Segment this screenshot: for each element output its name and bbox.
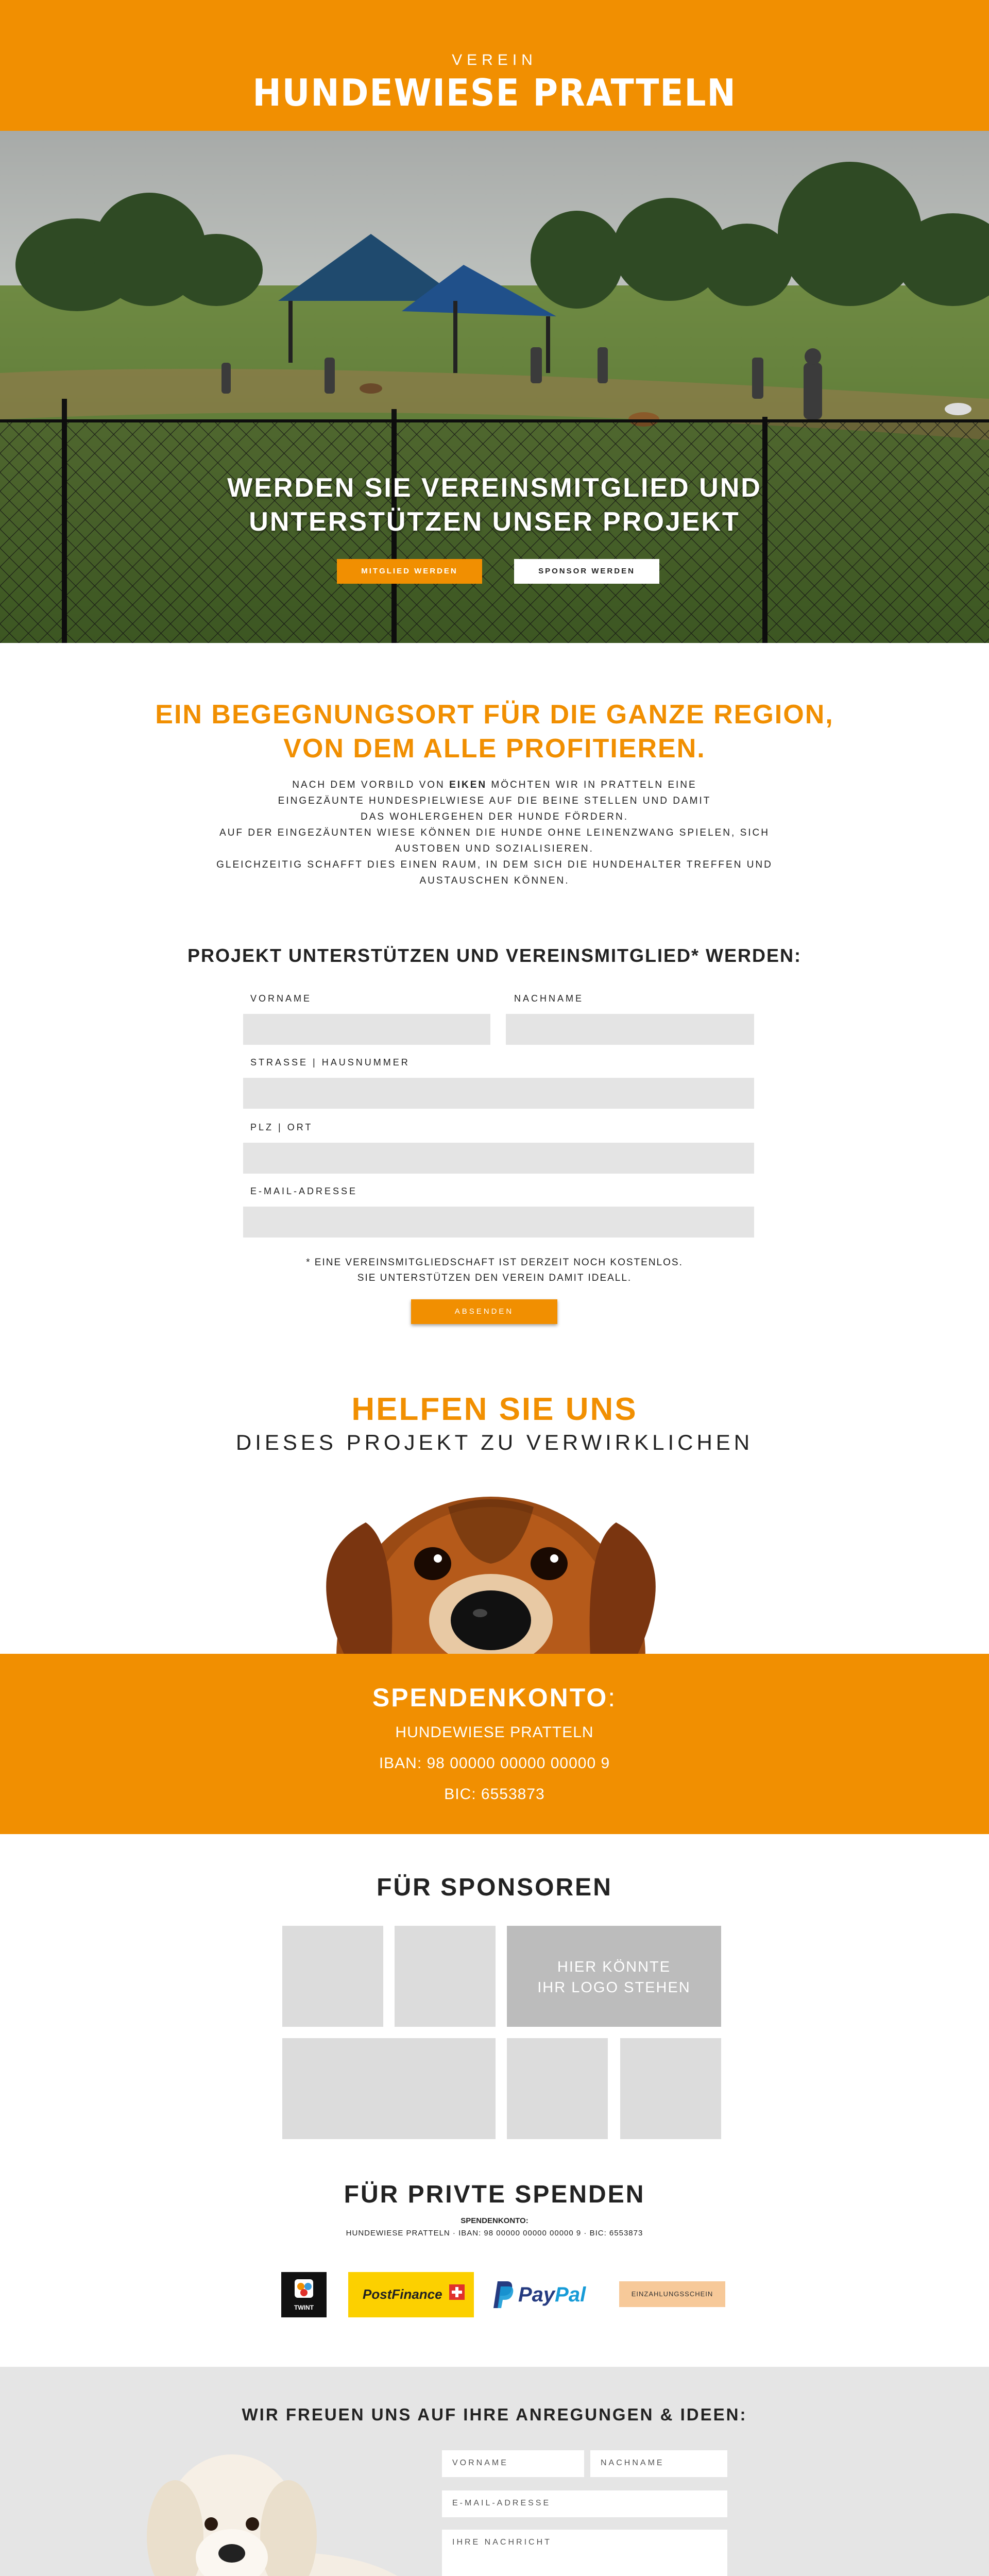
city-field[interactable]	[243, 1143, 754, 1174]
contact-message-field[interactable]: IHRE NACHRICHT	[442, 2530, 727, 2576]
dog-peek-image	[278, 1486, 704, 1654]
city-label: PLZ | ORT	[250, 1122, 313, 1132]
contact-last-name-field[interactable]: NACHNAME	[590, 2450, 727, 2477]
help-subtitle: DIESES PROJEKT ZU VERWIRKLICHEN	[235, 1430, 754, 1454]
intro-line-1-pre: NACH DEM VORBILD VON	[292, 779, 450, 790]
membership-note-line-1: * EINE VEREINSMITGLIEDSCHAFT IST DERZEIT NOCH KOSTENLOS.	[306, 1257, 683, 1268]
last-name-label: NACHNAME	[514, 993, 584, 1004]
donation-iban: IBAN: 98 00000 00000 00000 9	[379, 1755, 610, 1772]
einzahlungsschein-logo[interactable]: EINZAHLUNGSSCHEIN	[619, 2281, 725, 2307]
private-konto-details: HUNDEWIESE PRATTELN · IBAN: 98 00000 00000 00000 9 · BIC: 6553873	[346, 2229, 643, 2238]
header-kicker: VEREIN	[452, 52, 537, 69]
become-sponsor-button[interactable]: SPONSOR WERDEN	[514, 559, 659, 584]
site-header	[0, 0, 989, 131]
hero-title	[0, 471, 989, 539]
contact-title: WIR FREUEN UNS AUF IHRE ANREGUNGEN & IDEEN:	[242, 2405, 747, 2424]
last-name-field[interactable]	[506, 1014, 754, 1045]
intro-text	[155, 777, 834, 889]
donation-title-colon: :	[608, 1683, 617, 1712]
sponsor-featured-slot[interactable]	[507, 1926, 721, 2027]
membership-note	[0, 1255, 989, 1286]
sponsor-logo-slot	[282, 1926, 383, 2027]
postfinance-cross-icon	[449, 2284, 465, 2300]
sponsor-logo-slot	[282, 2038, 496, 2139]
intro-line-6: GLEICHZEITIG SCHAFFT DIES EINEN RAUM, IN DEM SICH DIE HUNDEHALTER TREFFEN UND	[216, 859, 773, 870]
paypal-pay-text: Pay	[518, 2283, 555, 2306]
intro-line-5: AUSTOBEN UND SOZIALISIEREN.	[395, 843, 594, 854]
puppy-image	[113, 2439, 443, 2576]
intro-line-3: DAS WOHLERGEHEN DER HUNDE FÖRDERN.	[360, 811, 629, 822]
street-label: STRASSE | HAUSNUMMER	[250, 1057, 410, 1067]
hero-title-line-2: UNTERSTÜTZEN UNSER PROJEKT	[249, 507, 740, 537]
sponsor-logo-slot	[395, 1926, 496, 2027]
donation-title-text: SPENDENKONTO	[372, 1683, 608, 1712]
private-donations-title: FÜR PRIVTE SPENDEN	[344, 2181, 645, 2208]
donation-account-banner	[0, 1654, 989, 1834]
contact-email-field[interactable]: E-MAIL-ADRESSE	[442, 2490, 727, 2517]
sponsor-logo-slot	[507, 2038, 608, 2139]
intro-line-2: EINGEZÄUNTE HUNDESPIELWIESE AUF DIE BEINE STELLEN UND DAMIT	[278, 795, 711, 806]
donation-title	[0, 1683, 989, 1713]
site-logo[interactable]: HUNDEWIESE PRATTELN	[252, 71, 737, 114]
twint-label: TWINT	[294, 2304, 314, 2311]
twint-logo[interactable]	[281, 2272, 327, 2317]
donation-bic: BIC: 6553873	[444, 1786, 545, 1803]
intro-title-line-1: EIN BEGEGNUNGSORT FÜR DIE GANZE REGION,	[155, 700, 834, 730]
first-name-field[interactable]	[243, 1014, 490, 1045]
sponsors-title: FÜR SPONSOREN	[377, 1874, 612, 1901]
email-field[interactable]	[243, 1207, 754, 1238]
paypal-pal-text: Pal	[555, 2283, 586, 2306]
paypal-logo[interactable]	[493, 2277, 607, 2313]
intro-line-1	[155, 777, 834, 793]
paypal-icon	[493, 2280, 514, 2309]
intro-line-4: AUF DER EINGEZÄUNTEN WIESE KÖNNEN DIE HUNDE OHNE LEINENZWANG SPIELEN, SICH	[219, 827, 770, 838]
sponsor-featured-line-2: IHR LOGO STEHEN	[537, 1979, 691, 1996]
membership-submit-button[interactable]: ABSENDEN	[411, 1299, 557, 1324]
donation-name: HUNDEWIESE PRATTELN	[395, 1724, 594, 1741]
membership-form-title: PROJEKT UNTERSTÜTZEN UND VEREINSMITGLIED* WERDEN:	[187, 945, 802, 966]
help-title: HELFEN SIE UNS	[351, 1392, 638, 1427]
street-field[interactable]	[243, 1078, 754, 1109]
postfinance-label: PostFinance	[363, 2286, 442, 2302]
sponsor-logo-slot	[620, 2038, 721, 2139]
private-konto-label: SPENDENKONTO:	[461, 2216, 528, 2225]
become-member-button[interactable]: MITGLIED WERDEN	[337, 559, 482, 584]
membership-note-line-2: SIE UNTERSTÜTZEN DEN VEREIN DAMIT IDEALL.	[357, 1273, 632, 1283]
email-label: E-MAIL-ADRESSE	[250, 1186, 358, 1196]
intro-title	[0, 698, 989, 766]
postfinance-logo[interactable]	[348, 2272, 474, 2317]
sponsor-featured-line-1: HIER KÖNNTE	[557, 1959, 671, 1975]
intro-line-7: AUSTAUSCHEN KÖNNEN.	[419, 875, 570, 886]
intro-title-line-2: VON DEM ALLE PROFITIEREN.	[283, 734, 706, 764]
dog-park-photo	[0, 131, 989, 643]
contact-first-name-field[interactable]: VORNAME	[442, 2450, 584, 2477]
first-name-label: VORNAME	[250, 993, 312, 1004]
hero-section	[0, 131, 989, 643]
intro-line-1-post: MÖCHTEN WIR IN PRATTELN EINE	[487, 779, 697, 790]
hero-title-line-1: WERDEN SIE VEREINSMITGLIED UND	[227, 473, 762, 503]
eiken-highlight: EIKEN	[449, 779, 487, 790]
